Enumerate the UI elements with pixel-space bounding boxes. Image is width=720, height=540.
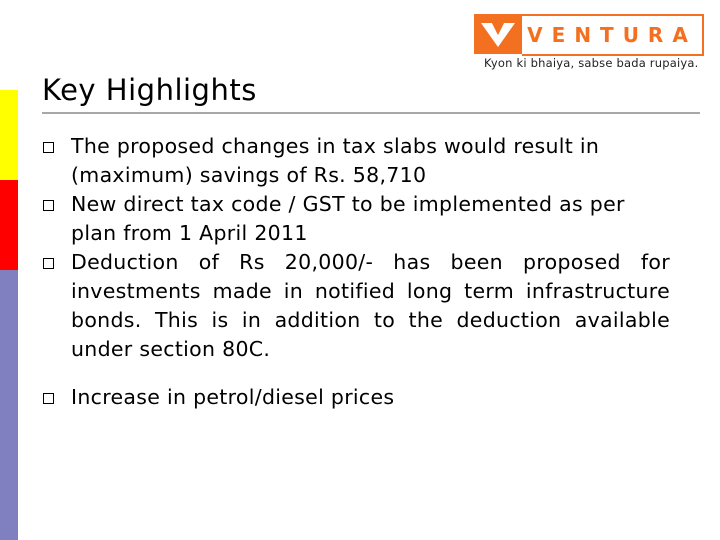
bullet-text: Deduction of Rs 20,000/- has been proposed for investments made in notified long term infrastructure bonds. This is in addition to the deduction available under section 80C. [71,250,670,361]
side-bar-purple-segment [0,270,18,540]
bullet-item [42,190,670,248]
bullet-text: The proposed changes in tax slabs would result in (maximum) savings of Rs. 58,710 [71,134,600,187]
square-bullet-icon [43,258,54,269]
side-bar-white-segment [0,0,18,90]
bullet-item [42,132,670,190]
bullet-item [42,383,670,412]
bullet-text: New direct tax code / GST to be implemented as per plan from 1 April 2011 [71,192,625,245]
logo-wordmark: VENTURA [522,14,704,56]
logo-tagline: Kyon ki bhaiya, sabse bada rupaiya. [484,56,699,70]
side-bar-red-segment [0,180,18,270]
slide-title: Key Highlights [42,73,257,107]
side-color-bar [0,0,18,540]
square-bullet-icon [43,393,54,404]
bullet-item [42,248,670,364]
square-bullet-icon [43,200,54,211]
logo-box [474,14,706,54]
v-logo-icon [474,14,522,54]
side-bar-yellow-segment [0,90,18,180]
ventura-logo [474,14,706,72]
bullet-list [42,132,670,412]
title-divider [42,112,700,114]
bullet-text: Increase in petrol/diesel prices [71,385,395,409]
square-bullet-icon [43,142,54,153]
